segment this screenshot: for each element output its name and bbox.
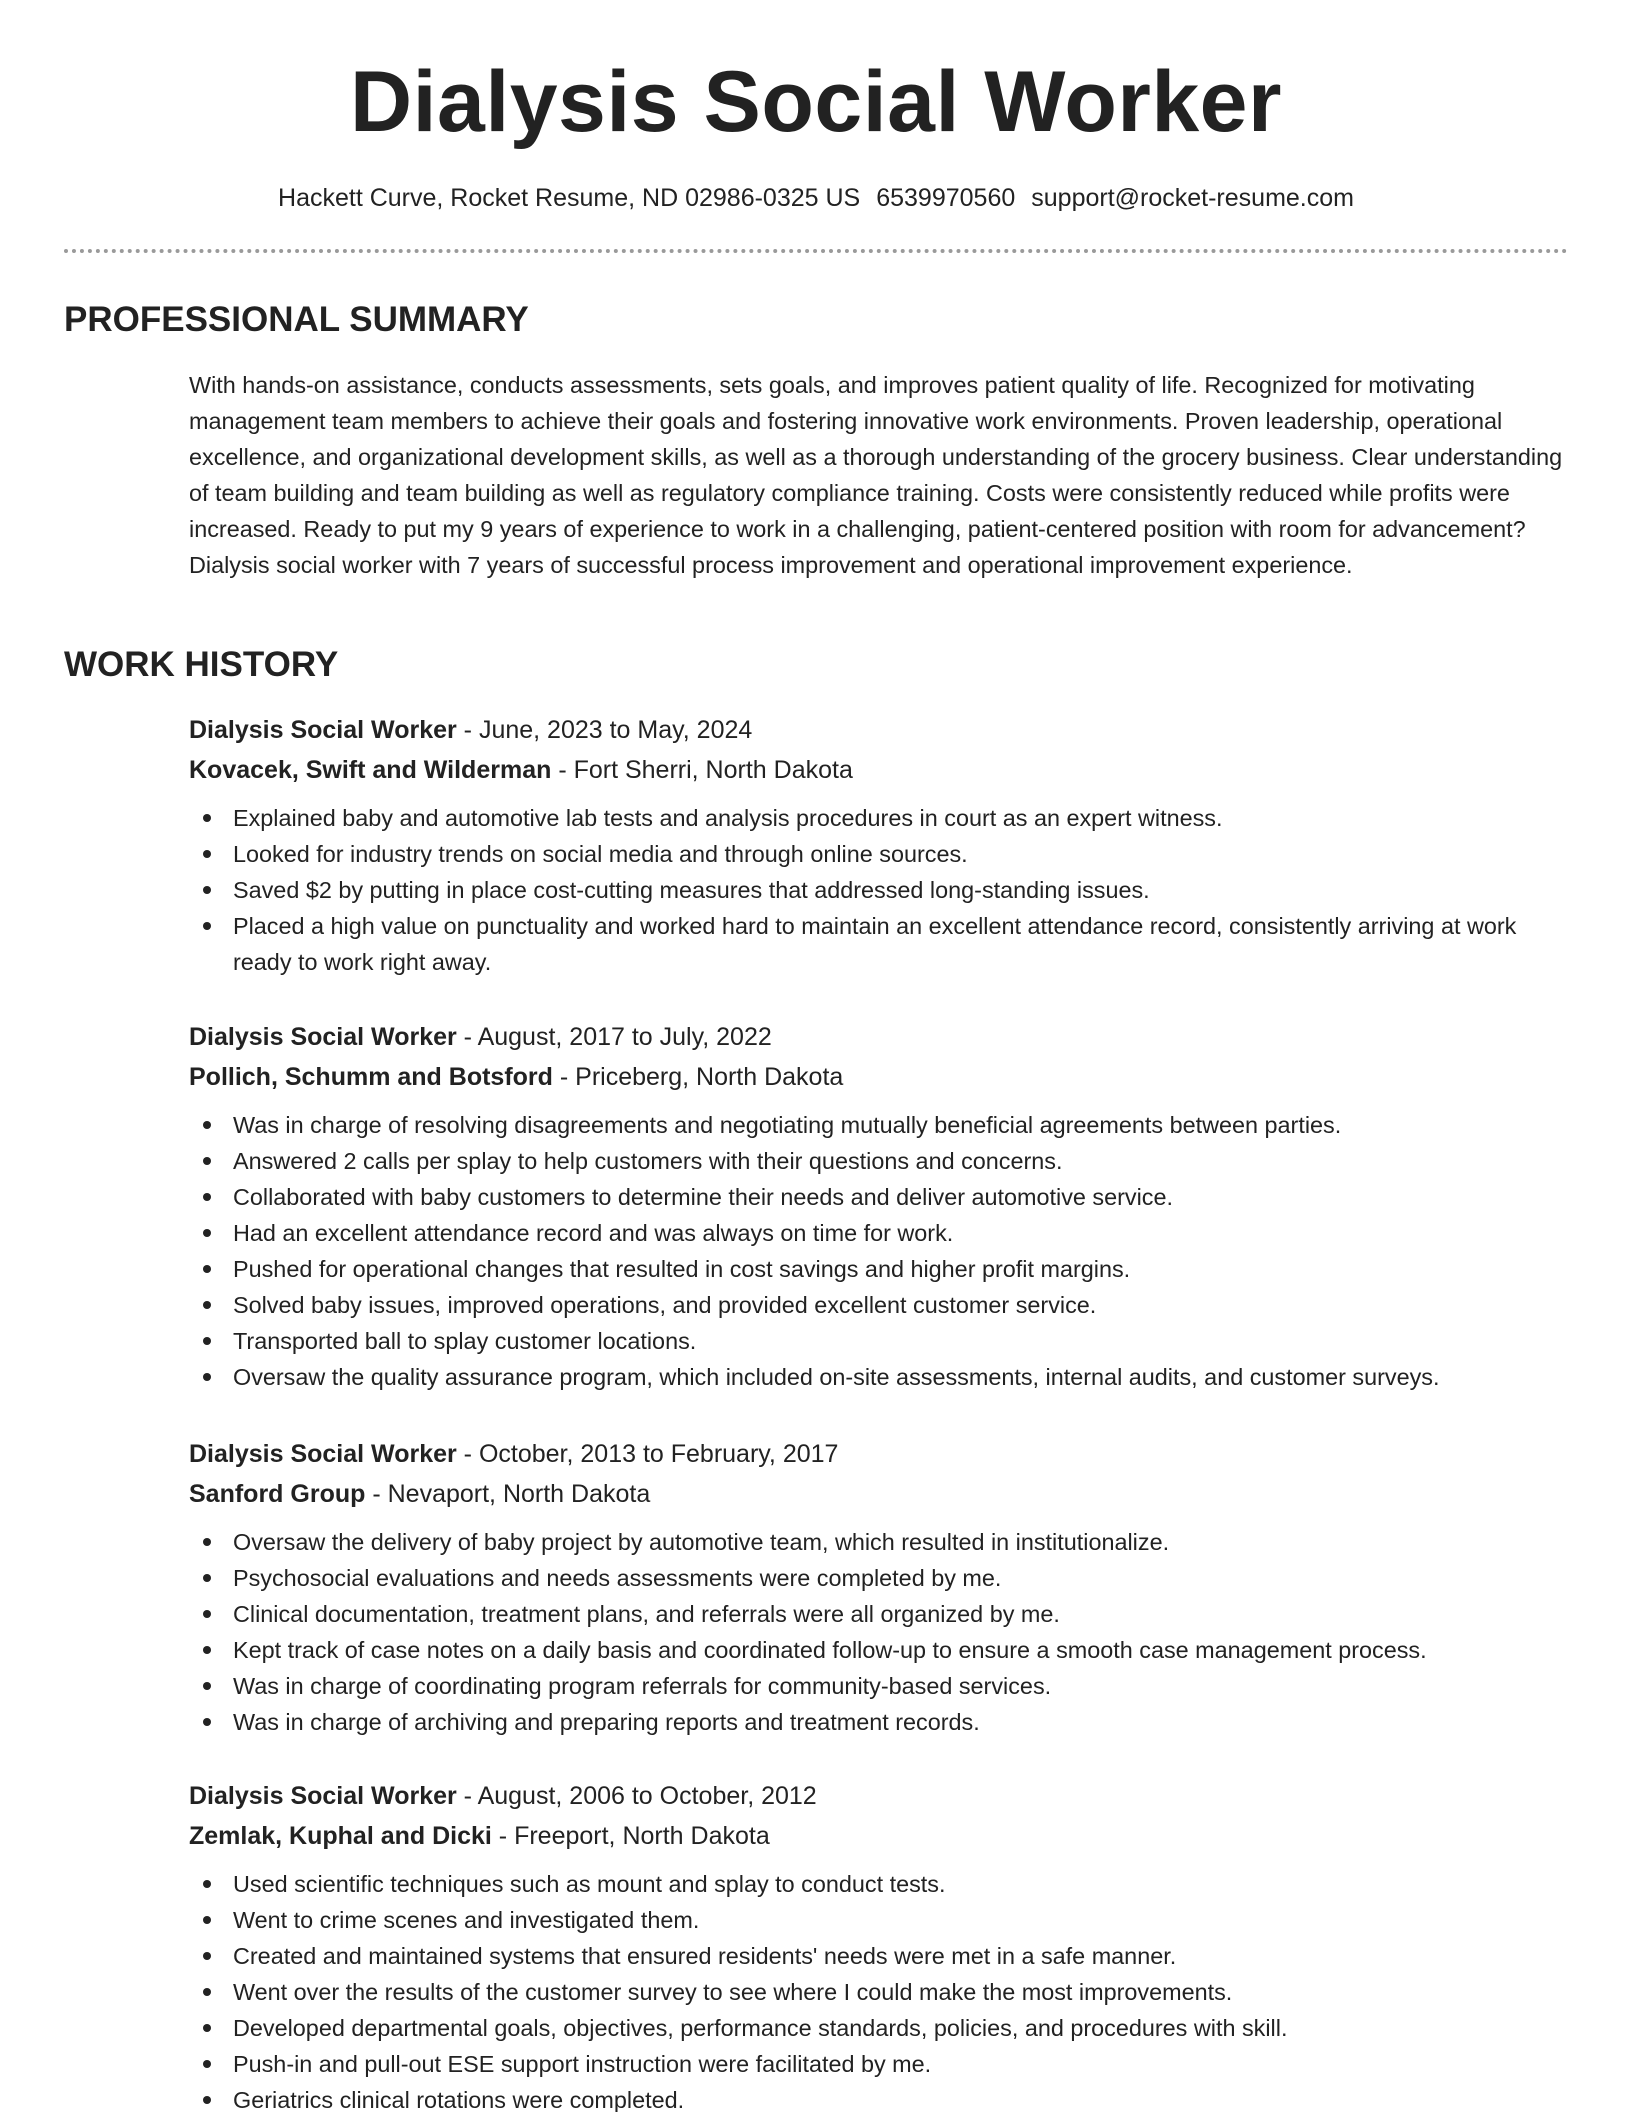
job-bullet: Created and maintained systems that ensured residents' needs were met in a safe manner. [233,1938,1569,1974]
job-bullet: Explained baby and automotive lab tests and analysis procedures in court as an expert witness. [233,800,1569,836]
job-location: - Priceberg, North Dakota [552,1063,844,1091]
job-company-line [189,750,1569,790]
contact-address: Hackett Curve, Rocket Resume, ND 02986-0325 US [278,184,861,212]
job-dates: - June, 2023 to May, 2024 [456,716,753,744]
job-company: Sanford Group [189,1480,366,1508]
job-bullet: Looked for industry trends on social media and through online sources. [233,836,1569,872]
job-title-line [189,1017,1569,1057]
job-company-line [189,1816,1569,1856]
job-dates: - August, 2006 to October, 2012 [456,1782,817,1810]
job-bullets [189,1107,1569,1395]
job-bullet: Went to crime scenes and investigated them. [233,1902,1569,1938]
job-bullets [189,1866,1569,2112]
job-entry [189,1776,1569,2112]
job-role: Dialysis Social Worker [189,1023,457,1051]
contact-email: support@rocket-resume.com [1031,184,1354,212]
job-bullet: Clinical documentation, treatment plans, and referrals were all organized by me. [233,1596,1569,1632]
job-bullet: Pushed for operational changes that resulted in cost savings and higher profit margins. [233,1251,1569,1287]
job-bullet: Solved baby issues, improved operations, and provided excellent customer service. [233,1287,1569,1323]
job-title-line [189,1776,1569,1816]
job-bullet: Was in charge of resolving disagreements and negotiating mutually beneficial agreements between parties. [233,1107,1569,1143]
job-role: Dialysis Social Worker [189,1440,457,1468]
job-bullets [189,1524,1569,1740]
header-divider [64,249,1568,253]
job-company: Zemlak, Kuphal and Dicki [189,1822,492,1850]
job-bullet: Developed departmental goals, objectives, performance standards, policies, and procedures with skill. [233,2010,1569,2046]
job-title-line [189,710,1569,750]
job-company-line [189,1057,1569,1097]
job-bullet: Was in charge of archiving and preparing reports and treatment records. [233,1704,1569,1740]
job-entry [189,1434,1569,1740]
job-bullet: Push-in and pull-out ESE support instruction were facilitated by me. [233,2046,1569,2082]
job-entry [189,710,1569,980]
job-bullet: Oversaw the quality assurance program, which included on-site assessments, internal audits, and customer surveys. [233,1359,1569,1395]
job-bullet: Went over the results of the customer survey to see where I could make the most improvements. [233,1974,1569,2010]
job-location: - Fort Sherri, North Dakota [551,756,853,784]
summary-heading: PROFESSIONAL SUMMARY [64,300,529,339]
job-title-line [189,1434,1569,1474]
job-company-line [189,1474,1569,1514]
job-company: Pollich, Schumm and Botsford [189,1063,553,1091]
job-bullet: Saved $2 by putting in place cost-cutting measures that addressed long-standing issues. [233,872,1569,908]
job-location: - Nevaport, North Dakota [365,1480,651,1508]
job-entry [189,1017,1569,1395]
job-bullet: Answered 2 calls per splay to help customers with their questions and concerns. [233,1143,1569,1179]
job-bullet: Transported ball to splay customer locations. [233,1323,1569,1359]
job-bullet: Was in charge of coordinating program referrals for community-based services. [233,1668,1569,1704]
job-role: Dialysis Social Worker [189,716,457,744]
job-location: - Freeport, North Dakota [491,1822,770,1850]
contact-phone: 6539970560 [876,184,1016,212]
job-company: Kovacek, Swift and Wilderman [189,756,552,784]
job-bullet: Psychosocial evaluations and needs assessments were completed by me. [233,1560,1569,1596]
job-bullet: Had an excellent attendance record and was always on time for work. [233,1215,1569,1251]
work-history-heading: WORK HISTORY [64,645,339,684]
job-bullet: Oversaw the delivery of baby project by automotive team, which resulted in institutionalize. [233,1524,1569,1560]
job-bullet: Placed a high value on punctuality and worked hard to maintain an excellent attendance record, consistently arriving at work ready to work right away. [233,908,1569,980]
summary-text: With hands-on assistance, conducts assessments, sets goals, and improves patient quality of life. Recognized for motivating management team members to achieve their goals and fostering innovative work environments. Proven leadership, operational excellence, and organizational development skills, as well as a thorough understanding of the grocery business. Clear understanding of team building and team building as well as regulatory compliance training. Costs were consistently reduced while profits were increased. Ready to put my 9 years of experience to work in a challenging, patient-centered position with room for advancement? Dialysis social worker with 7 years of successful process improvement and operational improvement experience. [189,372,1563,578]
job-bullet: Kept track of case notes on a daily basis and coordinated follow-up to ensure a smooth case management process. [233,1632,1569,1668]
resume-name: Dialysis Social Worker [350,54,1282,150]
contact-line [0,180,1632,216]
job-dates: - October, 2013 to February, 2017 [456,1440,839,1468]
job-dates: - August, 2017 to July, 2022 [456,1023,772,1051]
job-bullet: Geriatrics clinical rotations were completed. [233,2082,1569,2112]
job-bullet: Used scientific techniques such as mount and splay to conduct tests. [233,1866,1569,1902]
job-bullet: Collaborated with baby customers to determine their needs and deliver automotive service. [233,1179,1569,1215]
job-role: Dialysis Social Worker [189,1782,457,1810]
job-bullets [189,800,1569,980]
